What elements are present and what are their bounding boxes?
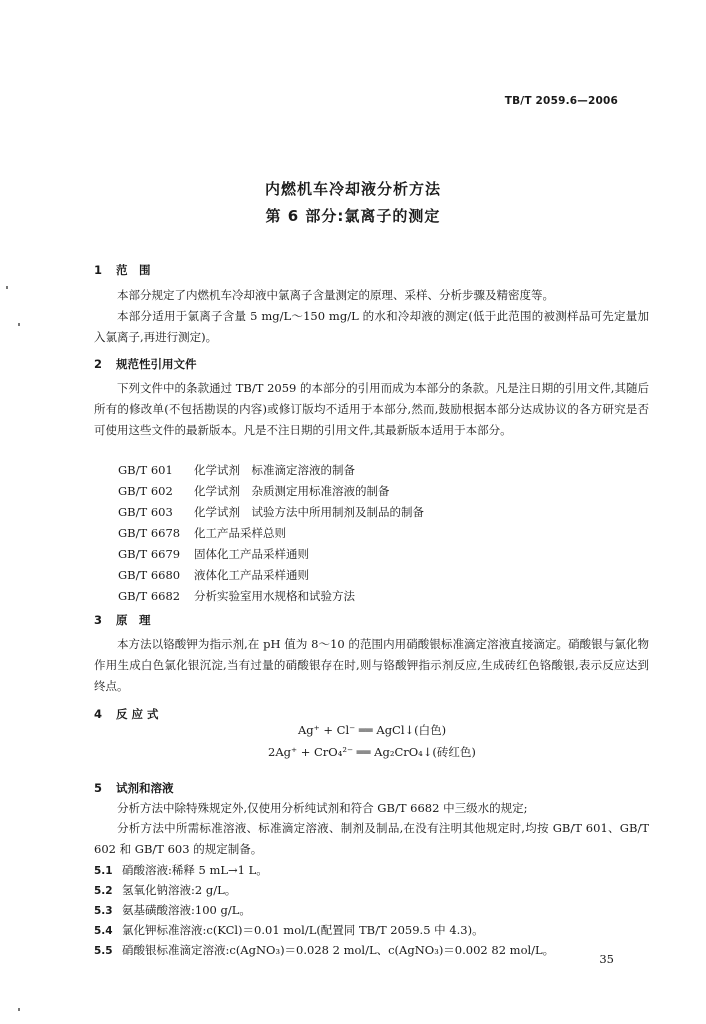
section-number: 4	[94, 707, 103, 721]
scan-mark	[18, 323, 20, 326]
reference-title: 化工产品采样总则	[194, 526, 286, 540]
section-number: 2	[94, 357, 103, 371]
section-number: 3	[94, 613, 103, 627]
section-title: 反 应 式	[116, 707, 159, 721]
reference-code: GB/T 601	[118, 463, 173, 477]
reference-item	[118, 462, 355, 478]
section-title: 原 理	[116, 613, 151, 627]
reference-item	[118, 504, 424, 520]
reference-item	[118, 546, 309, 562]
reference-title: 分析实验室用水规格和试验方法	[194, 589, 355, 603]
subsection-item	[94, 922, 484, 938]
reference-item	[118, 525, 286, 541]
scan-mark	[18, 1008, 20, 1011]
paragraph: 分析方法中所需标准溶液、标准滴定溶液、制剂及制品,在没有注明其他规定时,均按 GB/T 601、GB/T 602 和 GB/T 603 的规定制备。	[94, 821, 649, 856]
subsection-item	[94, 882, 236, 898]
section-heading-4	[94, 706, 159, 722]
page-number: 35	[599, 952, 614, 966]
subsection-text: 氨基磺酸溶液:100 g/L。	[122, 903, 251, 917]
subsection-text: 硝酸溶液:稀释 5 mL→1 L。	[122, 863, 268, 877]
reference-code: GB/T 602	[118, 484, 173, 498]
reference-code: GB/T 6682	[118, 589, 181, 603]
reference-title: 固体化工产品采样通则	[194, 547, 309, 561]
reference-title: 化学试剂 试验方法中所用制剂及制品的制备	[194, 505, 424, 519]
section-title: 规范性引用文件	[116, 357, 197, 371]
reference-item	[118, 483, 390, 499]
reaction-equation-1: Ag⁺ + Cl⁻ ══ AgCl↓(白色)	[298, 723, 447, 737]
section-heading-5	[94, 780, 174, 796]
reference-item	[118, 567, 309, 583]
paragraph: 分析方法中除特殊规定外,仅使用分析纯试剂和符合 GB/T 6682 中三级水的规定;	[117, 801, 528, 815]
standard-number: TB/T 2059.6—2006	[504, 95, 618, 107]
paragraph: 下列文件中的条款通过 TB/T 2059 的本部分的引用而成为本部分的条款。凡是注日期的引用文件,其随后所有的修改单(不包括勘误的内容)或修订版均不适用于本部分,然而,鼓励根据本部分达成协议的各方研究是否可使用这些文件的最新版本。凡是不注日期的引用文件,其最新版本适用于本部分。	[94, 381, 649, 437]
subsection-number: 5.5	[94, 945, 113, 957]
document-subtitle: 第 6 部分:氯离子的测定	[265, 207, 441, 225]
paragraph: 本方法以铬酸钾为指示剂,在 pH 值为 8～10 的范围内用硝酸银标准滴定溶液直接滴定。硝酸银与氯化物作用生成白色氯化银沉淀,当有过量的硝酸银存在时,则与铬酸钾指示剂反应,生成砖红色铬酸银,表示反应达到终点。	[94, 637, 649, 693]
section-title: 试剂和溶液	[116, 781, 174, 795]
subsection-number: 5.1	[94, 865, 113, 877]
reference-item	[118, 588, 355, 604]
reference-code: GB/T 6678	[118, 526, 181, 540]
reference-title: 液体化工产品采样通则	[194, 568, 309, 582]
paragraph: 本部分适用于氯离子含量 5 mg/L～150 mg/L 的水和冷却液的测定(低于此范围的被测样品可先定量加入氯离子,再进行测定)。	[94, 309, 649, 344]
subsection-text: 硝酸银标准滴定溶液:c(AgNO₃)＝0.028 2 mol/L、c(AgNO₃)＝0.002 82 mol/L。	[122, 943, 555, 957]
section-title: 范 围	[116, 263, 151, 277]
section-heading-3	[94, 612, 151, 628]
section-heading-1	[94, 262, 151, 278]
subsection-number: 5.2	[94, 885, 113, 897]
paragraph: 本部分规定了内燃机车冷却液中氯离子含量测定的原理、采样、分析步骤及精密度等。	[117, 288, 554, 302]
reference-code: GB/T 603	[118, 505, 173, 519]
subsection-number: 5.4	[94, 925, 113, 937]
section-number: 5	[94, 781, 103, 795]
reference-code: GB/T 6679	[118, 547, 181, 561]
section-heading-2	[94, 356, 197, 372]
subsection-text: 氯化钾标准溶液:c(KCl)＝0.01 mol/L(配置同 TB/T 2059.5 中 4.3)。	[122, 923, 484, 937]
scan-mark	[6, 286, 8, 289]
subsection-item	[94, 902, 251, 918]
reference-title: 化学试剂 标准滴定溶液的制备	[194, 463, 355, 477]
document-title: 内燃机车冷却液分析方法	[264, 180, 441, 198]
reaction-equation-2: 2Ag⁺ + CrO₄²⁻ ══ Ag₂CrO₄↓(砖红色)	[268, 745, 476, 759]
reference-title: 化学试剂 杂质测定用标准溶液的制备	[194, 484, 390, 498]
subsection-number: 5.3	[94, 905, 113, 917]
subsection-item	[94, 942, 554, 958]
section-number: 1	[94, 263, 103, 277]
subsection-text: 氢氧化钠溶液:2 g/L。	[122, 883, 237, 897]
subsection-item	[94, 862, 268, 878]
reference-code: GB/T 6680	[118, 568, 181, 582]
